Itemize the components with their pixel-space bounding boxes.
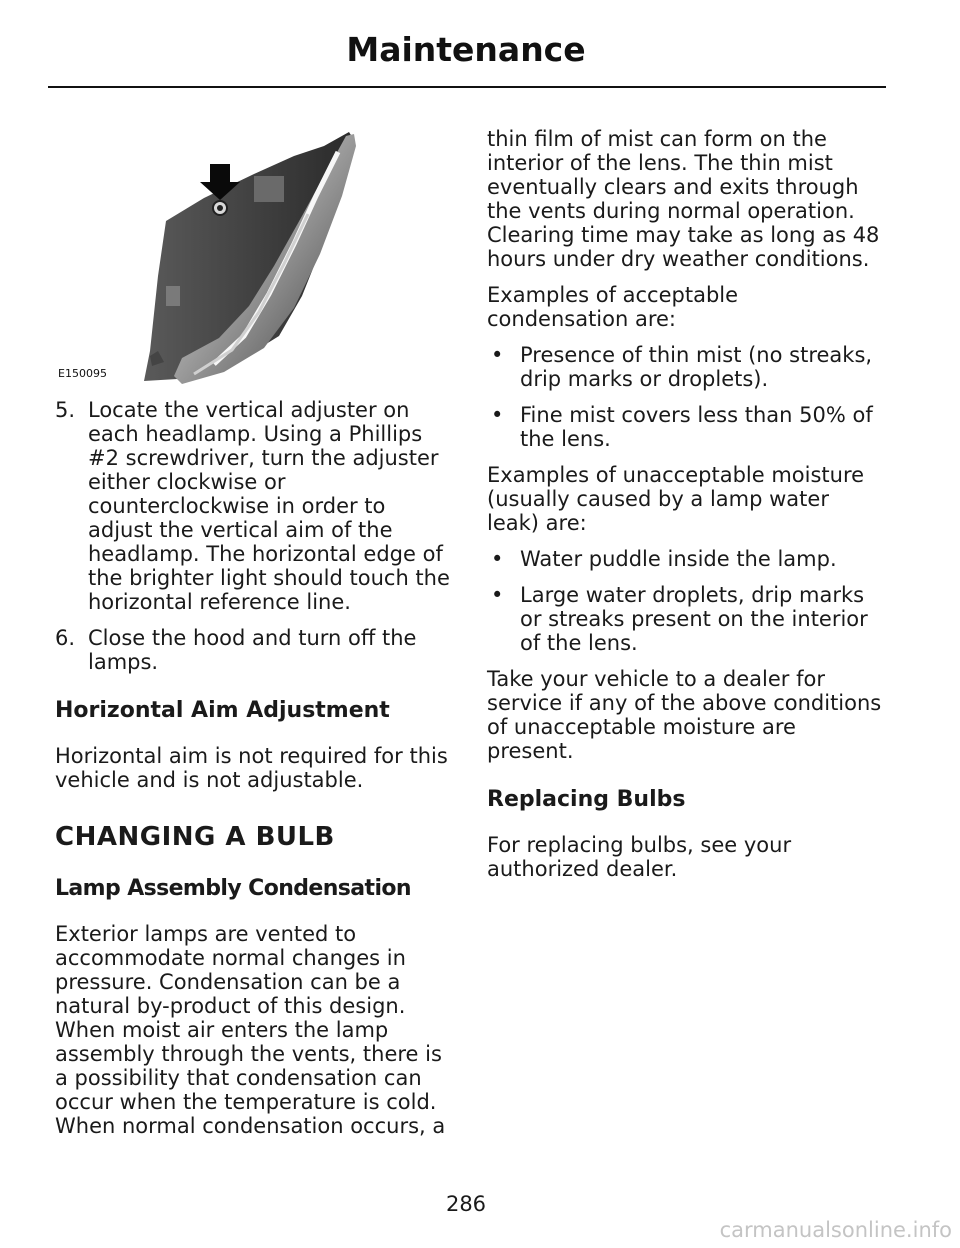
page-number: 286 [445,1192,487,1216]
bullet-icon: • [491,583,504,607]
page-header-title: Maintenance [346,30,586,69]
step-text: Locate the vertical adjuster on each headlamp. Using a Phillips #2 screwdriver, turn the adjuster either clockwise or counterclockwise in order to adjust the vertical aim of the headlamp. The horizontal edge of the brighter light should touch the horizontal reference line. [88,398,450,614]
header-divider [48,86,886,88]
dealer-text: Take your vehicle to a dealer for service if any of the above conditions of unacceptable moisture are present. [487,667,882,763]
figure-label: E150095 [58,367,107,380]
horizontal-aim-text: Horizontal aim is not required for this vehicle and is not adjustable. [55,744,448,792]
horizontal-aim-heading: Horizontal Aim Adjustment [55,698,390,723]
headlamp-adjuster-illustration [54,126,414,388]
step-number: 5. [55,398,76,422]
condensation-continued-text: thin film of mist can form on the interior of the lens. The thin mist eventually clears and exits through the vents during normal operation. Clearing time may take as long as 48 hours under dry weather conditions. [487,127,880,271]
changing-bulb-heading: CHANGING A BULB [55,822,335,852]
replacing-bulbs-text: For replacing bulbs, see your authorized dealer. [487,833,792,881]
list-item-text: Fine mist covers less than 50% of the lens. [520,403,873,451]
unacceptable-intro: Examples of unacceptable moisture (usually caused by a lamp water leak) are: [487,463,865,535]
list-item-text: Water puddle inside the lamp. [520,547,837,571]
acceptable-intro: Examples of acceptable condensation are: [487,283,739,331]
step-item [55,398,450,614]
step-text: Close the hood and turn off the lamps. [88,626,417,674]
list-item [487,583,882,655]
condensation-heading: Lamp Assembly Condensation [55,876,411,901]
list-item [487,547,882,571]
condensation-text: Exterior lamps are vented to accommodate normal changes in pressure. Condensation can be a natural by-product of this design. When moist air enters the lamp assembly through the vents, there is a possibility that condensation can occur when the temperature is cold. When normal condensation occurs, a [55,922,446,1138]
step-item [55,626,450,674]
bullet-icon: • [491,343,504,367]
replacing-bulbs-heading: Replacing Bulbs [487,787,686,812]
headlamp-figure [54,126,414,388]
left-column [55,398,450,1150]
bullet-icon: • [491,403,504,427]
watermark: carmanualsonline.info [719,1218,952,1242]
right-column [487,127,882,893]
list-item-text: Large water droplets, drip marks or streaks present on the interior of the lens. [520,583,868,655]
step-number: 6. [55,626,76,650]
list-item [487,343,882,391]
bullet-icon: • [491,547,504,571]
list-item-text: Presence of thin mist (no streaks, drip marks or droplets). [520,343,873,391]
list-item [487,403,882,451]
